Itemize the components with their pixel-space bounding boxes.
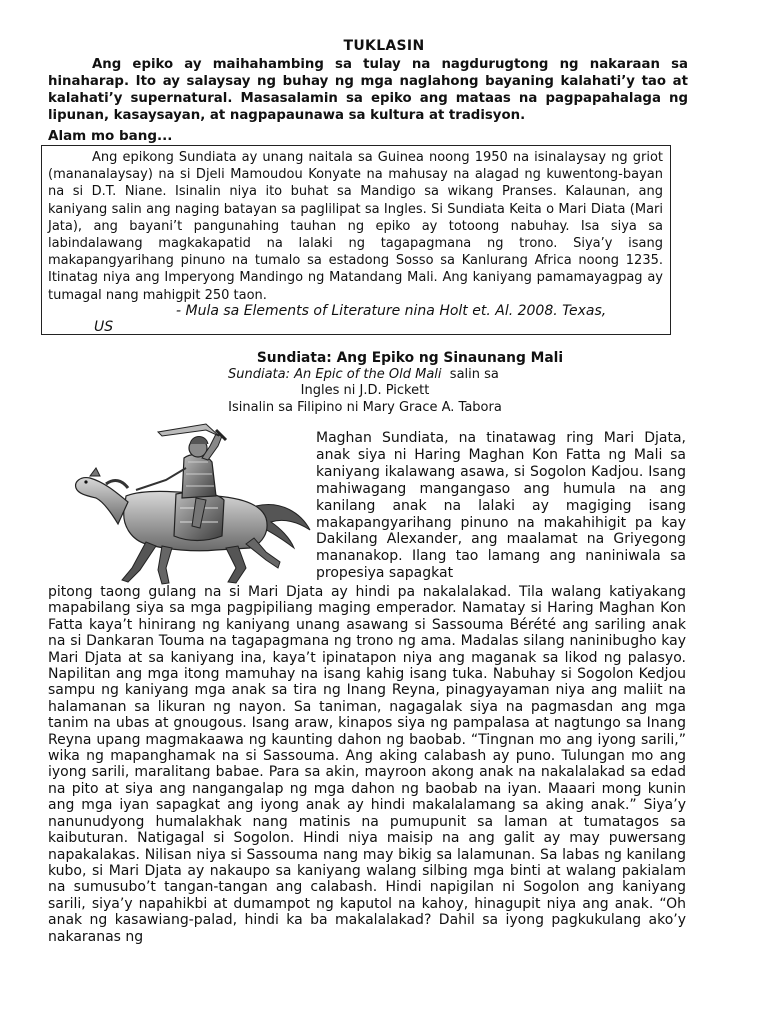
info-box-paragraph [48, 149, 663, 304]
source-citation-us: US [94, 319, 114, 335]
alam-mo-bang-heading: Alam mo bang... [48, 128, 173, 144]
info-box-text: Ang epikong Sundiata ay unang naitala sa Guinea noong 1950 na isinalaysay ng griot (mananalaysay) na si Djeli Mamoudou Konyate na mahusay na alagad ng kuwentong-bayan na si D.T. Niane. Isinalin niya ito buhat sa Mandigo sa wikang Pranses. Kalaunan, ang kaniyang salin ang naging batayan sa paglilipat sa Ingles. Si Sundiata Keita o Mari Diata (Mari Jata), ang bayani’t pangunahing tauhan ng epiko ay totoong nabuhay. Isa siya sa labindalawang magkakapatid na lalaki ng tagapagmana ng trono. Siya’y isang makapangyarihang pinuno na tumalo sa estadong Sosso sa Kanlurang Africa noong 1235. Itinatag niya ang Imperyong Mandingo ng Matandang Mali. Ang kaniyang pamamayagpag ay tumagal nang mahigpit 250 taon. [48, 150, 663, 303]
story-title: Sundiata: Ang Epiko ng Sinaunang Mali [256, 350, 564, 366]
info-box [41, 145, 671, 335]
english-title: Sundiata: An Epic of the Old Mali [228, 367, 442, 382]
section-heading: TUKLASIN [343, 38, 425, 54]
story-body: pitong taong gulang na si Mari Djata ay hindi pa nakalalakad. Tila walang katiyakang mapabilang siya sa mga pagpipiliang maging emperador. Namatay si Haring Maghan Kon Fatta kaya’t hinirang ng kaniyang unang asawang si Sassouma Bérété ang sariling anak na si Dankaran Touma na tagapagmana ng trono ng ama. Madalas silang naninibugho kay Mari Djata at sa kaniyang ina, kaya’t ipinatapon niya ang maganak sa likod ng palasyo. Napilitan ang mga itong mamuhay na isang kahig isang tuka. Nabuhay si Sogolon Kedjou sampu ng kaniyang mga anak sa tira ng Inang Reyna, pinagyayaman niya ang maliit na halamanan sa likuran ng nayon. Sa taniman, nagagalak siya na pagmasdan ang mga tanim na ubas at gnougous. Isang araw, kinapos siya ng pampalasa at nagtungo sa Inang Reyna upang magmakaawa ng kaunting dahon ng baobab. “Tingnan mo ang iyong sarili,” wika ng mapanghamak na si Sassouma. Ang aking calabash ay puno. Tulungan mo ang iyong sarili, maralitang babae. Para sa akin, mayroon akong anak na nakalalakad sa edad na pito at siya ang nangangalap ng mga dahon ng baobab na iyan. Maaari mong kunin ang mga iyan sapagkat ang iyong anak ay hindi makalalamang sa aking anak.” Siya’y nanunudyong humalakhak nang matinis na pumupunit sa laman at tumatagos sa kaibuturan. Natigagal si Sogolon. Hindi niya maisip na ang galit ay may puwersang napakalakas. Nilisan niya si Sassouma nang may bikig sa lalamunan. Sa labas ng kanilang kubo, si Mari Djata ay nakaupo sa kaniyang walang silbing mga binti at walang pakialam na sumusubo’t tangan-tangan ang calabash. Hindi napigilan ni Sogolon ang kaniyang sarili, siya’y napahikbi at dumampot ng kaputol na kahoy, hinagupit niya ang anak. “Oh anak ng kasawiang-palad, hindi ka ba makalalakad? Dahil sa iyong pagkukulang ako’y nakaranas ng [48, 584, 686, 945]
filipino-translator-line: Isinalin sa Filipino ni Mary Grace A. Tabora [228, 400, 502, 415]
story-subtitle [228, 367, 499, 382]
intro-paragraph [48, 56, 688, 124]
source-citation: - Mula sa Elements of Literature nina Holt et. Al. 2008. Texas, [176, 303, 607, 319]
translator-line: Ingles ni J.D. Pickett [300, 383, 430, 398]
intro-text: Ang epiko ay maihahambing sa tulay na nagdurugtong ng nakaraan sa hinaharap. Ito ay salaysay ng buhay ng mga naglahong bayaning kalahati’y tao at kalahati’y supernatural. Masasalamin sa epiko ang mataas na pagpapahalaga ng lipunan, kasaysayan, at nagpapaunawa sa kultura at tradisyon. [48, 57, 688, 123]
subtitle-suffix: salin sa [441, 367, 499, 382]
warrior-on-horse-illustration [66, 418, 316, 588]
story-opening: Maghan Sundiata, na tinatawag ring Mari Djata, anak siya ni Haring Maghan Kon Fatta ng Mali sa kaniyang ikalawang asawa, si Sogolon Kadjou. Isang mahiwagang mangangaso ang humula na ang kanilang anak na lalaki ay magiging isang makapangyarihang pinuno na makahihigit pa kay Dakilang Alexander, ang maalamat na Griyegong mananakop. Ilang tao lamang ang naniniwala sa propesiya sapagkat [316, 430, 686, 582]
